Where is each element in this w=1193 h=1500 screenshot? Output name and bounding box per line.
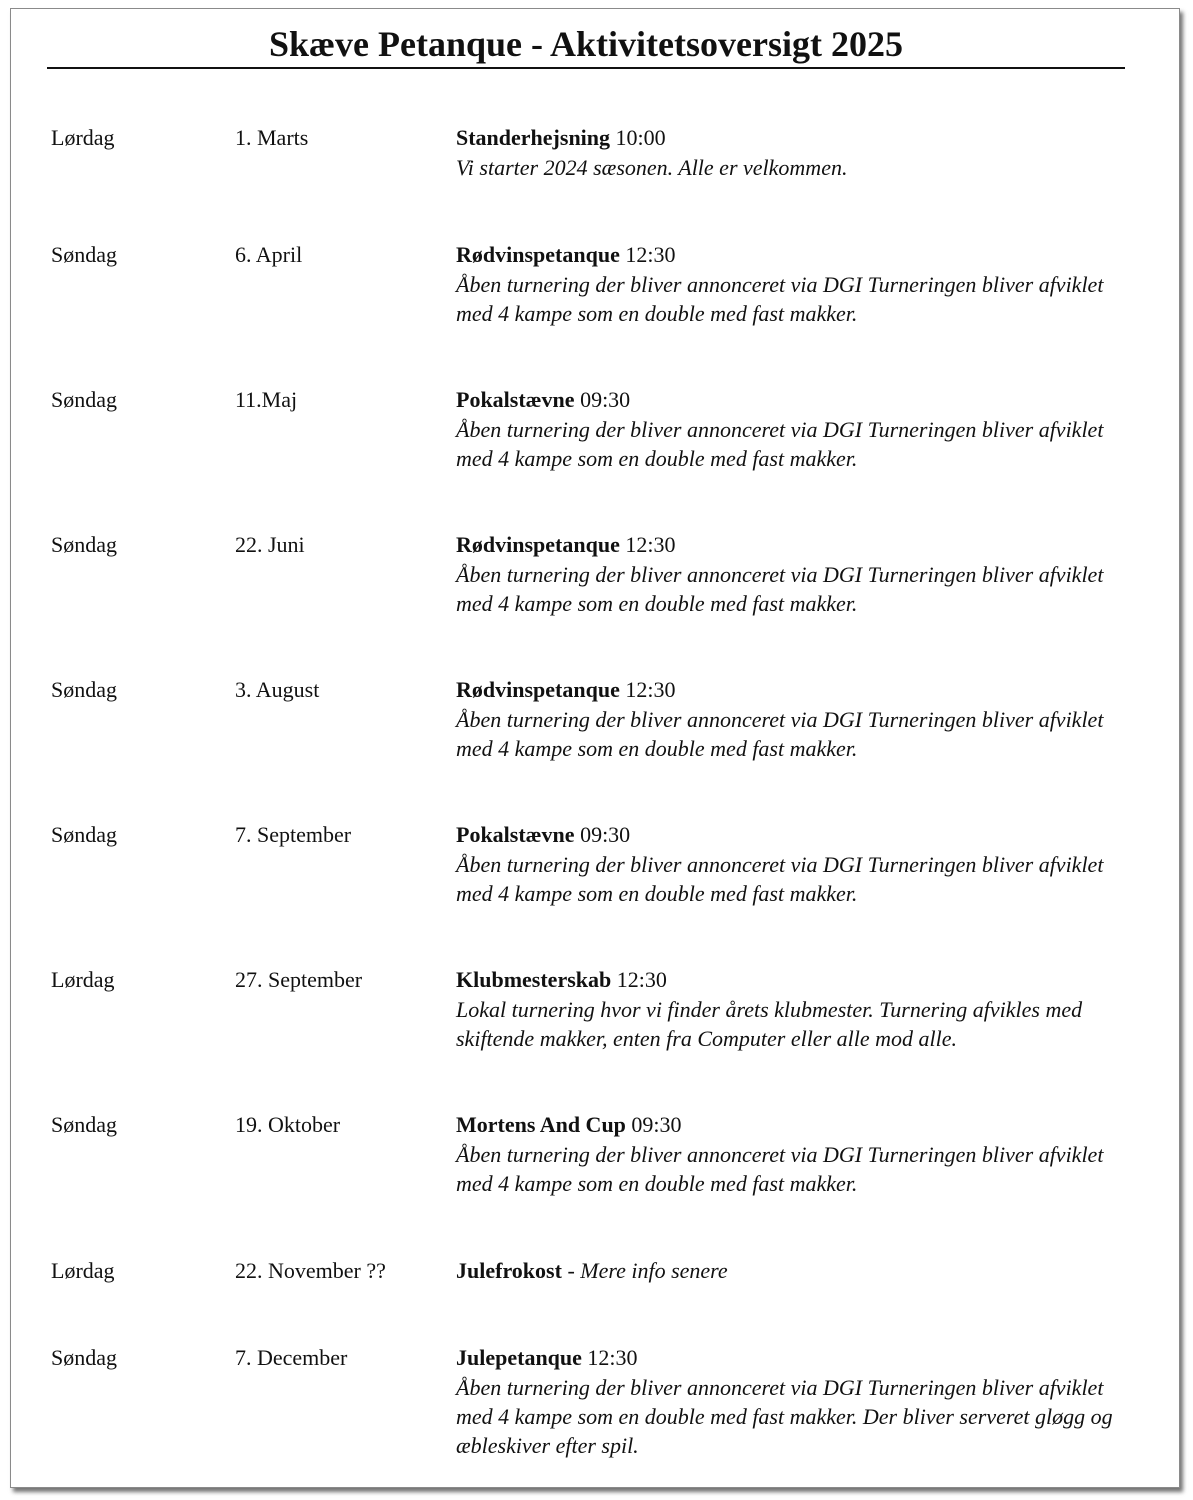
event-time: 12:30 <box>616 967 667 992</box>
event-day: Søndag <box>51 1345 117 1370</box>
event-time: 12:30 <box>625 677 676 702</box>
page-title: Skæve Petanque - Aktivitetsoversigt 2025 <box>269 24 903 64</box>
event-heading <box>456 123 1136 153</box>
event-heading <box>456 530 1136 560</box>
event-details <box>456 530 1136 618</box>
event-date: 7. September <box>235 822 352 847</box>
event-day: Lørdag <box>51 967 115 992</box>
document-page <box>10 8 1180 1488</box>
event-name: Rødvinspetanque <box>456 677 620 702</box>
event-day: Lørdag <box>51 1258 115 1283</box>
event-heading <box>456 240 1136 270</box>
event-date: 22. November ?? <box>235 1258 386 1283</box>
event-name: Julepetanque <box>456 1345 582 1370</box>
event-name: Rødvinspetanque <box>456 532 620 557</box>
event-description: Åben turnering der bliver annonceret via DGI Turneringen bliver afviklet med 4 kampe som en double med fast makker. <box>456 272 1104 326</box>
event-description: Åben turnering der bliver annonceret via DGI Turneringen bliver afviklet med 4 kampe som en double med fast makker. <box>456 562 1104 616</box>
event-day: Søndag <box>51 532 117 557</box>
event-name: Klubmesterskab <box>456 967 612 992</box>
event-time: 12:30 <box>625 242 676 267</box>
event-day: Søndag <box>51 242 117 267</box>
event-description: Åben turnering der bliver annonceret via DGI Turneringen bliver afviklet med 4 kampe som en double med fast makker. <box>456 417 1104 471</box>
event-date: 11.Maj <box>235 387 298 412</box>
event-details <box>456 820 1136 908</box>
event-description: Lokal turnering hvor vi finder årets klubmester. Turnering afvikles med skiftende makker, enten fra Computer eller alle mod alle. <box>456 997 1083 1051</box>
event-day: Søndag <box>51 677 117 702</box>
event-day: Søndag <box>51 822 117 847</box>
event-details <box>456 965 1136 1053</box>
event-details <box>456 1110 1136 1198</box>
event-date: 22. Juni <box>235 532 305 557</box>
event-description: Åben turnering der bliver annonceret via DGI Turneringen bliver afviklet med 4 kampe som en double med fast makker. <box>456 707 1104 761</box>
event-heading <box>456 385 1136 415</box>
event-date: 6. April <box>235 242 303 267</box>
event-name: Pokalstævne <box>456 822 575 847</box>
event-day: Søndag <box>51 387 117 412</box>
event-date: 19. Oktober <box>235 1112 341 1137</box>
event-name: Mortens And Cup <box>456 1112 626 1137</box>
event-details <box>456 385 1136 473</box>
event-heading <box>456 965 1136 995</box>
title-underline <box>47 67 1125 69</box>
event-time: 12:30 <box>625 532 676 557</box>
event-description: Åben turnering der bliver annonceret via DGI Turneringen bliver afviklet med 4 kampe som en double med fast makker. Der bliver serveret gløgg og æbleskiver efter spil. <box>456 1375 1113 1458</box>
event-name: Pokalstævne <box>456 387 575 412</box>
event-time: 09:30 <box>631 1112 682 1137</box>
event-date: 27. September <box>235 967 363 992</box>
event-day: Søndag <box>51 1112 117 1137</box>
event-name: Julefrokost <box>456 1258 562 1283</box>
event-details <box>456 240 1136 328</box>
event-details <box>456 675 1136 763</box>
event-details <box>456 1343 1136 1460</box>
event-date: 7. December <box>235 1345 348 1370</box>
event-details <box>456 1256 1136 1286</box>
event-description: Åben turnering der bliver annonceret via DGI Turneringen bliver afviklet med 4 kampe som en double med fast makker. <box>456 852 1104 906</box>
event-name: Standerhejsning <box>456 125 611 150</box>
event-time: 09:30 <box>580 387 631 412</box>
event-description: Åben turnering der bliver annonceret via DGI Turneringen bliver afviklet med 4 kampe som en double med fast makker. <box>456 1142 1104 1196</box>
event-separator: - <box>567 1258 575 1283</box>
event-time: 09:30 <box>580 822 631 847</box>
event-heading <box>456 1256 1136 1286</box>
event-heading <box>456 820 1136 850</box>
event-heading <box>456 675 1136 705</box>
event-day: Lørdag <box>51 125 115 150</box>
event-description: Vi starter 2024 sæsonen. Alle er velkommen. <box>456 155 848 180</box>
event-date: 1. Marts <box>235 125 309 150</box>
event-date: 3. August <box>235 677 320 702</box>
event-time: 10:00 <box>615 125 666 150</box>
event-heading <box>456 1343 1136 1373</box>
event-name: Rødvinspetanque <box>456 242 620 267</box>
event-inline-note: Mere info senere <box>580 1258 728 1283</box>
event-heading <box>456 1110 1136 1140</box>
event-time: 12:30 <box>587 1345 638 1370</box>
event-details <box>456 123 1136 182</box>
